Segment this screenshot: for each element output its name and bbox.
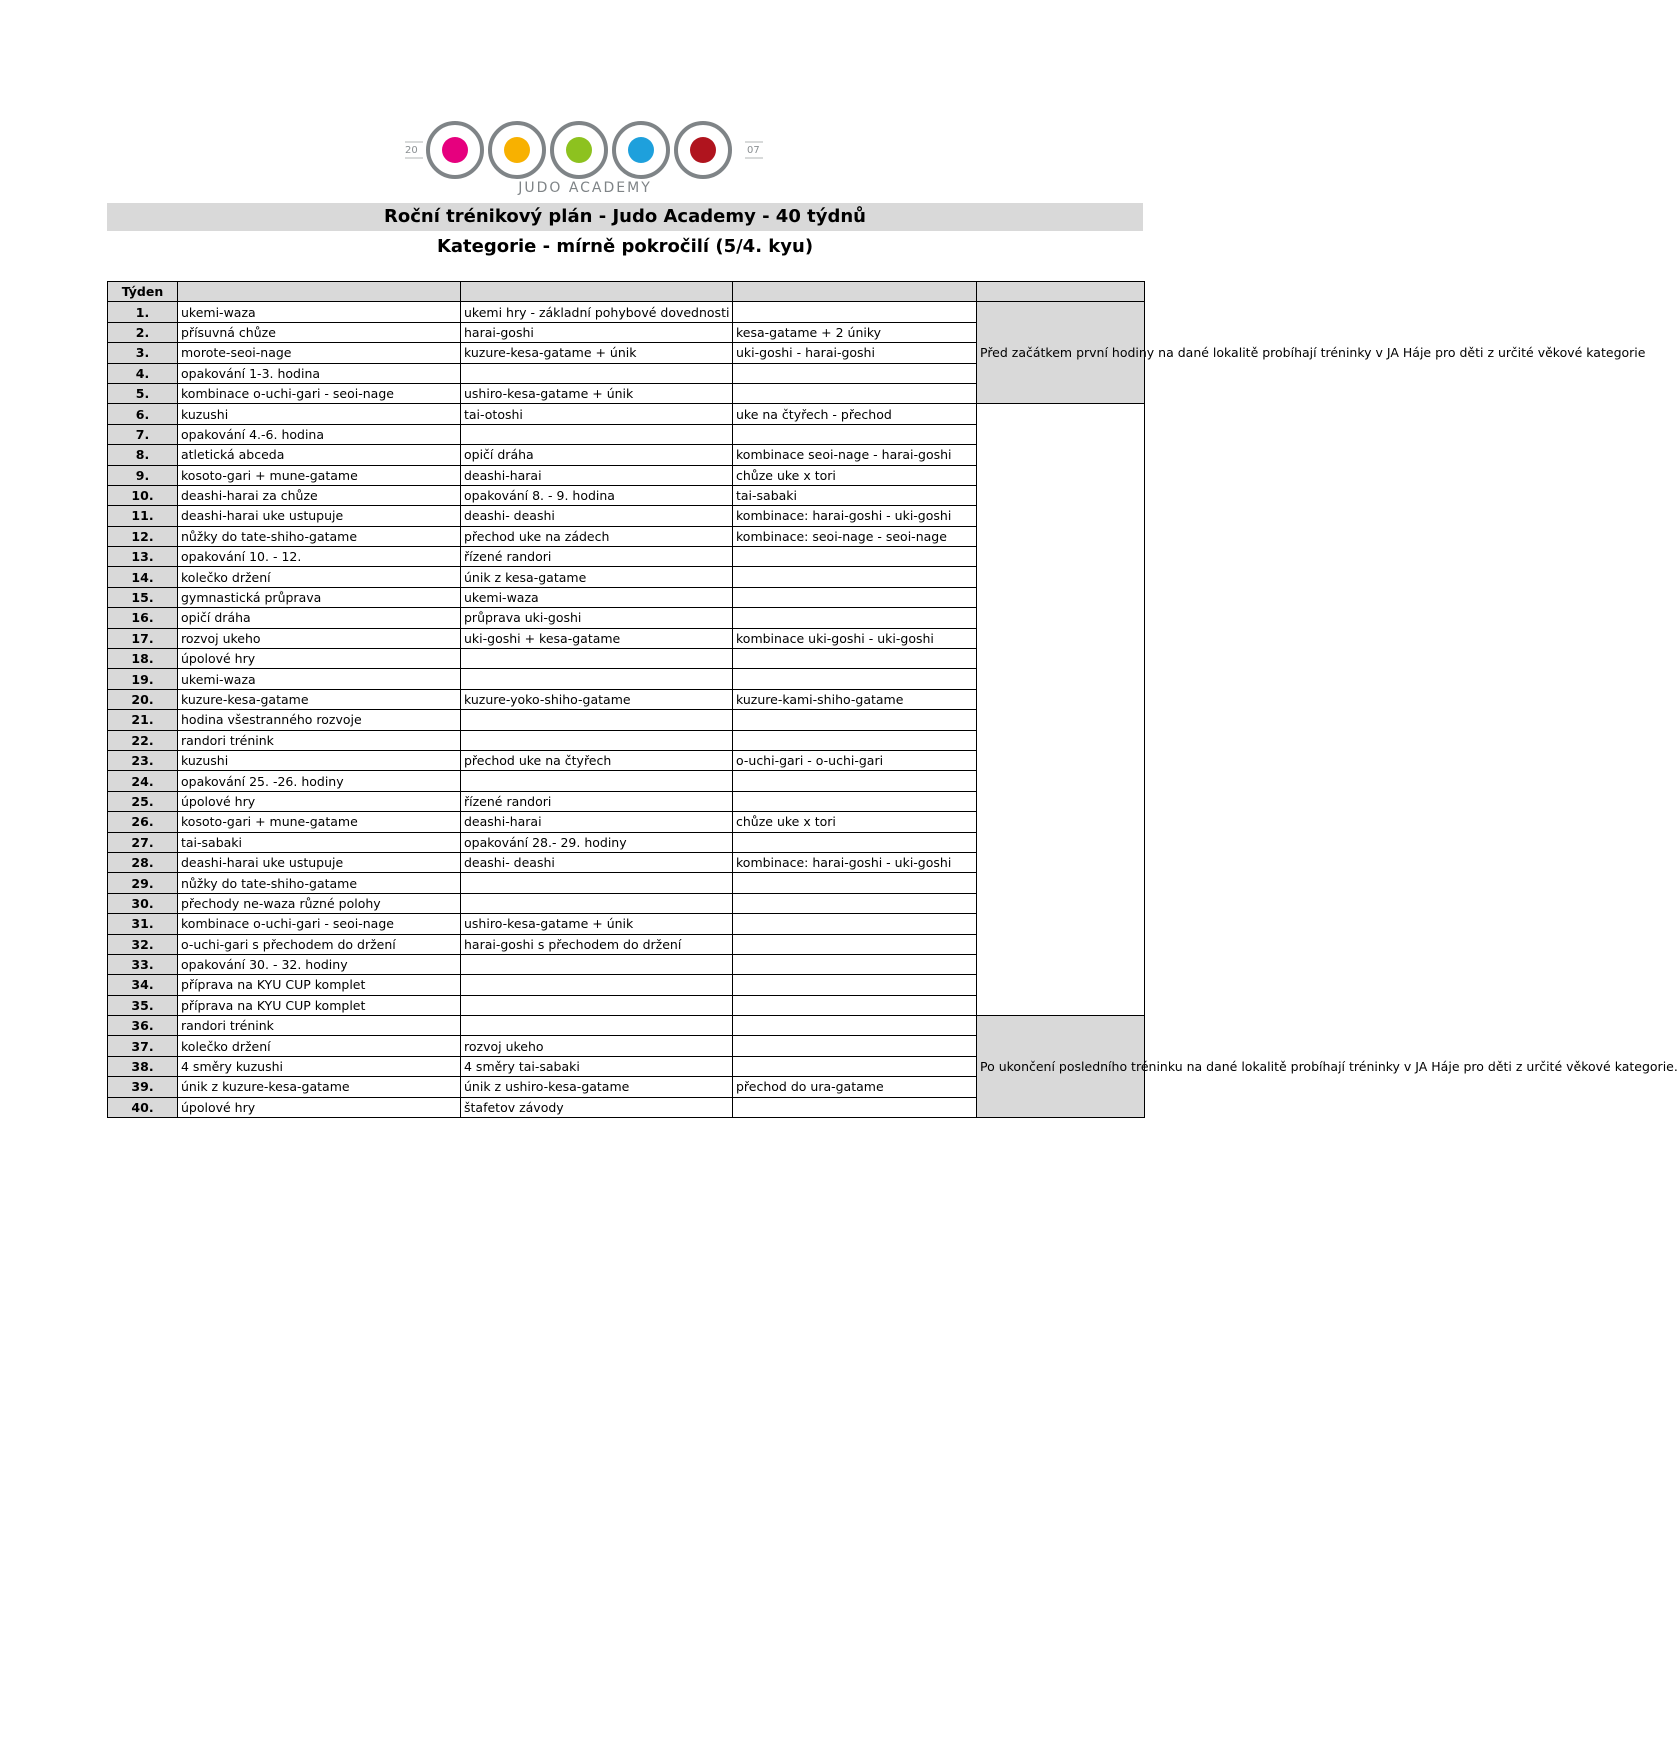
week-number-cell: 39. — [108, 1077, 178, 1097]
activity-cell-1: deashi-harai uke ustupuje — [178, 506, 461, 526]
activity-cell-3 — [733, 791, 977, 811]
activity-cell-1: opakování 4.-6. hodina — [178, 424, 461, 444]
activity-cell-2: deashi-harai — [461, 812, 733, 832]
activity-cell-1: kuzure-kesa-gatame — [178, 689, 461, 709]
activity-cell-2 — [461, 424, 733, 444]
activity-cell-2: ukemi hry - základní pohybové dovednosti — [461, 302, 733, 322]
logo-graphic — [405, 118, 765, 198]
activity-cell-2 — [461, 873, 733, 893]
activity-cell-2: deashi- deashi — [461, 852, 733, 872]
activity-cell-3: kesa-gatame + 2 úniky — [733, 322, 977, 342]
week-number-cell: 3. — [108, 343, 178, 363]
activity-cell-1: kombinace o-uchi-gari - seoi-nage — [178, 914, 461, 934]
activity-cell-3 — [733, 383, 977, 403]
activity-cell-1: deashi-harai uke ustupuje — [178, 852, 461, 872]
header-col-1 — [178, 282, 461, 302]
activity-cell-2: průprava uki-goshi — [461, 608, 733, 628]
activity-cell-1: gymnastická průprava — [178, 587, 461, 607]
activity-cell-2: ushiro-kesa-gatame + únik — [461, 914, 733, 934]
activity-cell-3 — [733, 567, 977, 587]
activity-cell-1: kosoto-gari + mune-gatame — [178, 812, 461, 832]
activity-cell-1: přechody ne-waza různé polohy — [178, 893, 461, 913]
activity-cell-3: kuzure-kami-shiho-gatame — [733, 689, 977, 709]
activity-cell-1: morote-seoi-nage — [178, 343, 461, 363]
training-plan-table — [107, 281, 1678, 1118]
activity-cell-3 — [733, 587, 977, 607]
activity-cell-3 — [733, 914, 977, 934]
table-row — [108, 1016, 1145, 1036]
logo-name: JUDO ACADEMY — [518, 180, 652, 196]
activity-cell-2: deashi-harai — [461, 465, 733, 485]
week-number-cell: 11. — [108, 506, 178, 526]
activity-cell-1: 4 směry kuzushi — [178, 1056, 461, 1076]
activity-cell-2: ushiro-kesa-gatame + únik — [461, 383, 733, 403]
activity-cell-3 — [733, 302, 977, 322]
table-row — [108, 302, 1145, 322]
activity-cell-2: deashi- deashi — [461, 506, 733, 526]
activity-cell-3: kombinace: harai-goshi - uki-goshi — [733, 852, 977, 872]
activity-cell-2 — [461, 771, 733, 791]
week-number-cell: 20. — [108, 689, 178, 709]
activity-cell-1: ukemi-waza — [178, 669, 461, 689]
week-number-cell: 32. — [108, 934, 178, 954]
activity-cell-3 — [733, 1016, 977, 1036]
judo-academy-logo — [405, 118, 765, 198]
week-number-cell: 31. — [108, 914, 178, 934]
activity-cell-1: kombinace o-uchi-gari - seoi-nage — [178, 383, 461, 403]
activity-cell-1: ukemi-waza — [178, 302, 461, 322]
activity-cell-1: randori trénink — [178, 730, 461, 750]
activity-cell-3: přechod do ura-gatame — [733, 1077, 977, 1097]
activity-cell-2: ukemi-waza — [461, 587, 733, 607]
week-number-cell: 28. — [108, 852, 178, 872]
activity-cell-3 — [733, 669, 977, 689]
week-number-cell: 16. — [108, 608, 178, 628]
logo-dot — [504, 137, 530, 163]
activity-cell-3 — [733, 424, 977, 444]
activity-cell-2: uki-goshi + kesa-gatame — [461, 628, 733, 648]
activity-cell-3: uki-goshi - harai-goshi — [733, 343, 977, 363]
page-title: Roční trénikový plán - Judo Academy - 40 týdnů — [107, 203, 1143, 231]
activity-cell-1: nůžky do tate-shiho-gatame — [178, 873, 461, 893]
activity-cell-3 — [733, 934, 977, 954]
activity-cell-1: opakování 30. - 32. hodiny — [178, 954, 461, 974]
activity-cell-1: kuzushi — [178, 404, 461, 424]
week-number-cell: 33. — [108, 954, 178, 974]
activity-cell-2: harai-goshi s přechodem do držení — [461, 934, 733, 954]
week-number-cell: 10. — [108, 485, 178, 505]
activity-cell-2 — [461, 1016, 733, 1036]
activity-cell-2 — [461, 669, 733, 689]
week-number-cell: 5. — [108, 383, 178, 403]
activity-cell-3 — [733, 608, 977, 628]
activity-cell-2 — [461, 893, 733, 913]
week-number-cell: 24. — [108, 771, 178, 791]
week-number-cell: 14. — [108, 567, 178, 587]
activity-cell-3: tai-sabaki — [733, 485, 977, 505]
note-after-season: Po ukončení posledního tréninku na dané lokalitě probíhají tréninky v JA Háje pro děti z určité věkové kategorie. — [977, 1016, 1145, 1118]
activity-cell-2: přechod uke na zádech — [461, 526, 733, 546]
activity-cell-3 — [733, 547, 977, 567]
activity-cell-2: 4 směry tai-sabaki — [461, 1056, 733, 1076]
activity-cell-1: přísuvná chůze — [178, 322, 461, 342]
activity-cell-3 — [733, 649, 977, 669]
week-number-cell: 21. — [108, 710, 178, 730]
activity-cell-3 — [733, 975, 977, 995]
activity-cell-3 — [733, 771, 977, 791]
week-number-cell: 36. — [108, 1016, 178, 1036]
activity-cell-3: uke na čtyřech - přechod — [733, 404, 977, 424]
activity-cell-1: randori trénink — [178, 1016, 461, 1036]
week-number-cell: 35. — [108, 995, 178, 1015]
activity-cell-1: příprava na KYU CUP komplet — [178, 975, 461, 995]
week-number-cell: 23. — [108, 750, 178, 770]
activity-cell-1: o-uchi-gari s přechodem do držení — [178, 934, 461, 954]
activity-cell-3: kombinace: seoi-nage - seoi-nage — [733, 526, 977, 546]
activity-cell-3 — [733, 710, 977, 730]
week-number-cell: 22. — [108, 730, 178, 750]
side-blank-cell — [977, 404, 1145, 1016]
activity-cell-1: kuzushi — [178, 750, 461, 770]
activity-cell-1: hodina všestranného rozvoje — [178, 710, 461, 730]
activity-cell-2: kuzure-kesa-gatame + únik — [461, 343, 733, 363]
activity-cell-2 — [461, 363, 733, 383]
week-number-cell: 25. — [108, 791, 178, 811]
activity-cell-3 — [733, 1097, 977, 1117]
activity-cell-2: únik z kesa-gatame — [461, 567, 733, 587]
activity-cell-3: kombinace uki-goshi - uki-goshi — [733, 628, 977, 648]
logo-dot — [566, 137, 592, 163]
activity-cell-1: kolečko držení — [178, 567, 461, 587]
activity-cell-3: chůze uke x tori — [733, 812, 977, 832]
activity-cell-1: úpolové hry — [178, 1097, 461, 1117]
activity-cell-1: opičí dráha — [178, 608, 461, 628]
week-number-cell: 7. — [108, 424, 178, 444]
week-number-cell: 38. — [108, 1056, 178, 1076]
activity-cell-2: řízené randori — [461, 547, 733, 567]
week-number-cell: 29. — [108, 873, 178, 893]
week-number-cell: 2. — [108, 322, 178, 342]
page-subtitle: Kategorie - mírně pokročilí (5/4. kyu) — [436, 236, 814, 257]
table-header-row — [108, 282, 1145, 302]
week-number-cell: 19. — [108, 669, 178, 689]
logo-dot — [442, 137, 468, 163]
week-number-cell: 34. — [108, 975, 178, 995]
activity-cell-3 — [733, 954, 977, 974]
activity-cell-1: opakování 25. -26. hodiny — [178, 771, 461, 791]
activity-cell-3 — [733, 730, 977, 750]
activity-cell-1: opakování 1-3. hodina — [178, 363, 461, 383]
week-number-cell: 18. — [108, 649, 178, 669]
week-number-cell: 15. — [108, 587, 178, 607]
activity-cell-3 — [733, 873, 977, 893]
week-number-cell: 37. — [108, 1036, 178, 1056]
note-before-season: Před začátkem první hodiny na dané lokalitě probíhají tréninky v JA Háje pro děti z určité věkové kategorie — [977, 302, 1145, 404]
activity-cell-2 — [461, 710, 733, 730]
activity-cell-2: štafetov závody — [461, 1097, 733, 1117]
week-number-cell: 27. — [108, 832, 178, 852]
activity-cell-1: kolečko držení — [178, 1036, 461, 1056]
activity-cell-2: opakování 28.- 29. hodiny — [461, 832, 733, 852]
week-number-cell: 12. — [108, 526, 178, 546]
header-week: Týden — [108, 282, 178, 302]
activity-cell-2: tai-otoshi — [461, 404, 733, 424]
week-number-cell: 13. — [108, 547, 178, 567]
activity-cell-1: příprava na KYU CUP komplet — [178, 995, 461, 1015]
week-number-cell: 40. — [108, 1097, 178, 1117]
activity-cell-3 — [733, 1056, 977, 1076]
activity-cell-2: řízené randori — [461, 791, 733, 811]
activity-cell-2 — [461, 730, 733, 750]
week-number-cell: 1. — [108, 302, 178, 322]
week-number-cell: 30. — [108, 893, 178, 913]
activity-cell-1: kosoto-gari + mune-gatame — [178, 465, 461, 485]
activity-cell-2: opičí dráha — [461, 445, 733, 465]
logo-dot — [690, 137, 716, 163]
activity-cell-3 — [733, 995, 977, 1015]
activity-cell-1: únik z kuzure-kesa-gatame — [178, 1077, 461, 1097]
week-number-cell: 4. — [108, 363, 178, 383]
activity-cell-3 — [733, 893, 977, 913]
week-number-cell: 8. — [108, 445, 178, 465]
header-col-2 — [461, 282, 733, 302]
activity-cell-1: úpolové hry — [178, 791, 461, 811]
activity-cell-1: deashi-harai za chůze — [178, 485, 461, 505]
activity-cell-1: úpolové hry — [178, 649, 461, 669]
logo-year-left: 20 — [405, 145, 418, 156]
header-col-3 — [733, 282, 977, 302]
activity-cell-3: kombinace: harai-goshi - uki-goshi — [733, 506, 977, 526]
activity-cell-2: rozvoj ukeho — [461, 1036, 733, 1056]
activity-cell-2 — [461, 975, 733, 995]
activity-cell-3 — [733, 832, 977, 852]
activity-cell-3: o-uchi-gari - o-uchi-gari — [733, 750, 977, 770]
activity-cell-3: kombinace seoi-nage - harai-goshi — [733, 445, 977, 465]
activity-cell-1: tai-sabaki — [178, 832, 461, 852]
week-number-cell: 9. — [108, 465, 178, 485]
activity-cell-2 — [461, 995, 733, 1015]
activity-cell-3: chůze uke x tori — [733, 465, 977, 485]
activity-cell-1: atletická abceda — [178, 445, 461, 465]
activity-cell-2 — [461, 954, 733, 974]
activity-cell-2: únik z ushiro-kesa-gatame — [461, 1077, 733, 1097]
activity-cell-2: harai-goshi — [461, 322, 733, 342]
table-row — [108, 404, 1145, 424]
logo-year-right: 07 — [747, 145, 760, 156]
activity-cell-3 — [733, 1036, 977, 1056]
header-col-4 — [977, 282, 1145, 302]
week-number-cell: 17. — [108, 628, 178, 648]
activity-cell-2: opakování 8. - 9. hodina — [461, 485, 733, 505]
activity-cell-3 — [733, 363, 977, 383]
week-number-cell: 26. — [108, 812, 178, 832]
week-number-cell: 6. — [108, 404, 178, 424]
activity-cell-2: přechod uke na čtyřech — [461, 750, 733, 770]
logo-dot — [628, 137, 654, 163]
activity-cell-1: nůžky do tate-shiho-gatame — [178, 526, 461, 546]
activity-cell-2 — [461, 649, 733, 669]
activity-cell-2: kuzure-yoko-shiho-gatame — [461, 689, 733, 709]
activity-cell-1: rozvoj ukeho — [178, 628, 461, 648]
activity-cell-1: opakování 10. - 12. — [178, 547, 461, 567]
